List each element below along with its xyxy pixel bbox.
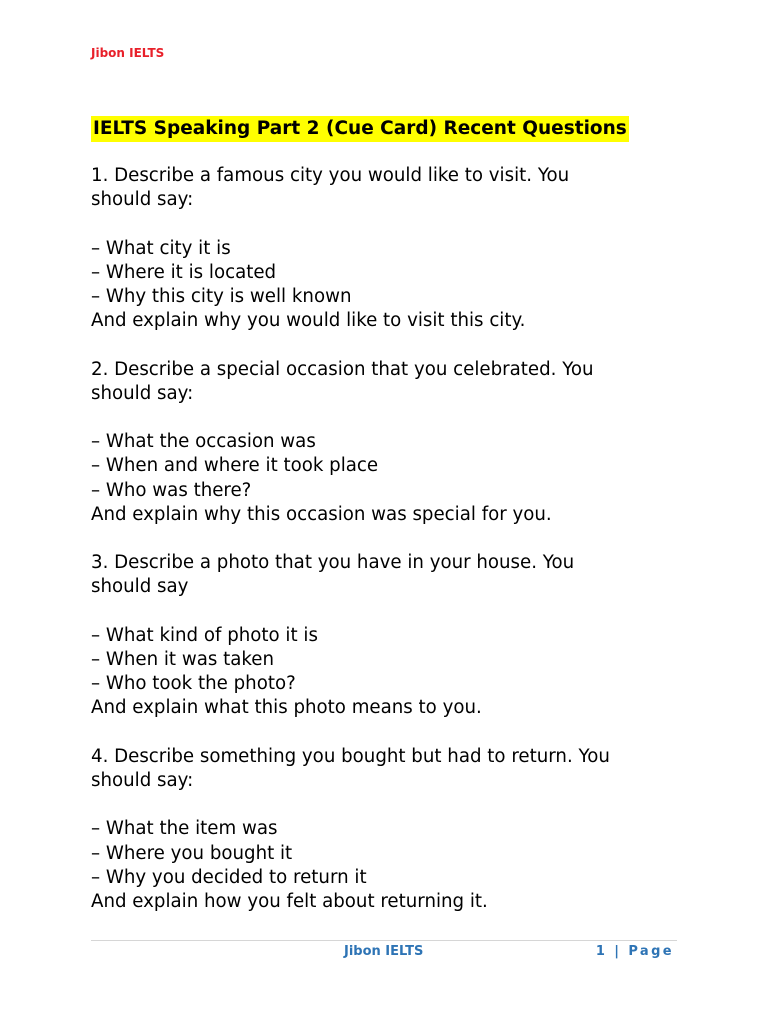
blank-line — [91, 793, 691, 817]
cue-point: – Where you bought it — [91, 842, 293, 864]
question-prompt-continued: should say: — [91, 769, 194, 791]
page-number: 1 — [595, 944, 608, 959]
page-separator: | — [614, 944, 622, 959]
cue-point: – What city it is — [91, 237, 231, 259]
cue-point: – What the item was — [91, 818, 278, 840]
question-3 — [91, 551, 691, 720]
explain-line: And explain how you felt about returning it. — [91, 890, 488, 912]
footer-divider — [91, 940, 677, 941]
question-prompt-continued: should say: — [91, 382, 194, 404]
explain-line: And explain why this occasion was special for you. — [91, 503, 552, 525]
question-prompt: 2. Describe a special occasion that you celebrated. You — [91, 358, 594, 380]
question-list — [91, 164, 691, 938]
question-4 — [91, 745, 691, 914]
footer-brand: Jibon IELTS — [344, 944, 424, 959]
question-prompt: 4. Describe something you bought but had to return. You — [91, 745, 610, 767]
page-word: Page — [628, 944, 674, 959]
cue-point: – Who was there? — [91, 479, 252, 501]
header-brand: Jibon IELTS — [91, 46, 165, 60]
question-2 — [91, 358, 691, 527]
blank-line — [91, 212, 691, 236]
cue-point: – Who took the photo? — [91, 673, 296, 695]
page-number-label — [596, 944, 674, 959]
cue-point: – When and where it took place — [91, 455, 379, 477]
question-1 — [91, 164, 691, 333]
explain-line: And explain why you would like to visit this city. — [91, 310, 526, 332]
question-prompt-continued: should say — [91, 576, 189, 598]
cue-point: – When it was taken — [91, 648, 275, 670]
cue-point: – What the occasion was — [91, 431, 316, 453]
explain-line: And explain what this photo means to you. — [91, 697, 482, 719]
blank-line — [91, 600, 691, 624]
question-prompt: 3. Describe a photo that you have in your house. You — [91, 552, 575, 574]
document-title: IELTS Speaking Part 2 (Cue Card) Recent Questions — [91, 116, 629, 142]
cue-point: – Why this city is well known — [91, 286, 352, 307]
cue-point: – Why you decided to return it — [91, 866, 367, 888]
question-prompt-continued: should say: — [91, 189, 194, 211]
cue-point: – What kind of photo it is — [91, 624, 318, 646]
question-prompt: 1. Describe a famous city you would like to visit. You — [91, 165, 570, 186]
blank-line — [91, 406, 691, 430]
cue-point: – Where it is located — [91, 261, 277, 283]
